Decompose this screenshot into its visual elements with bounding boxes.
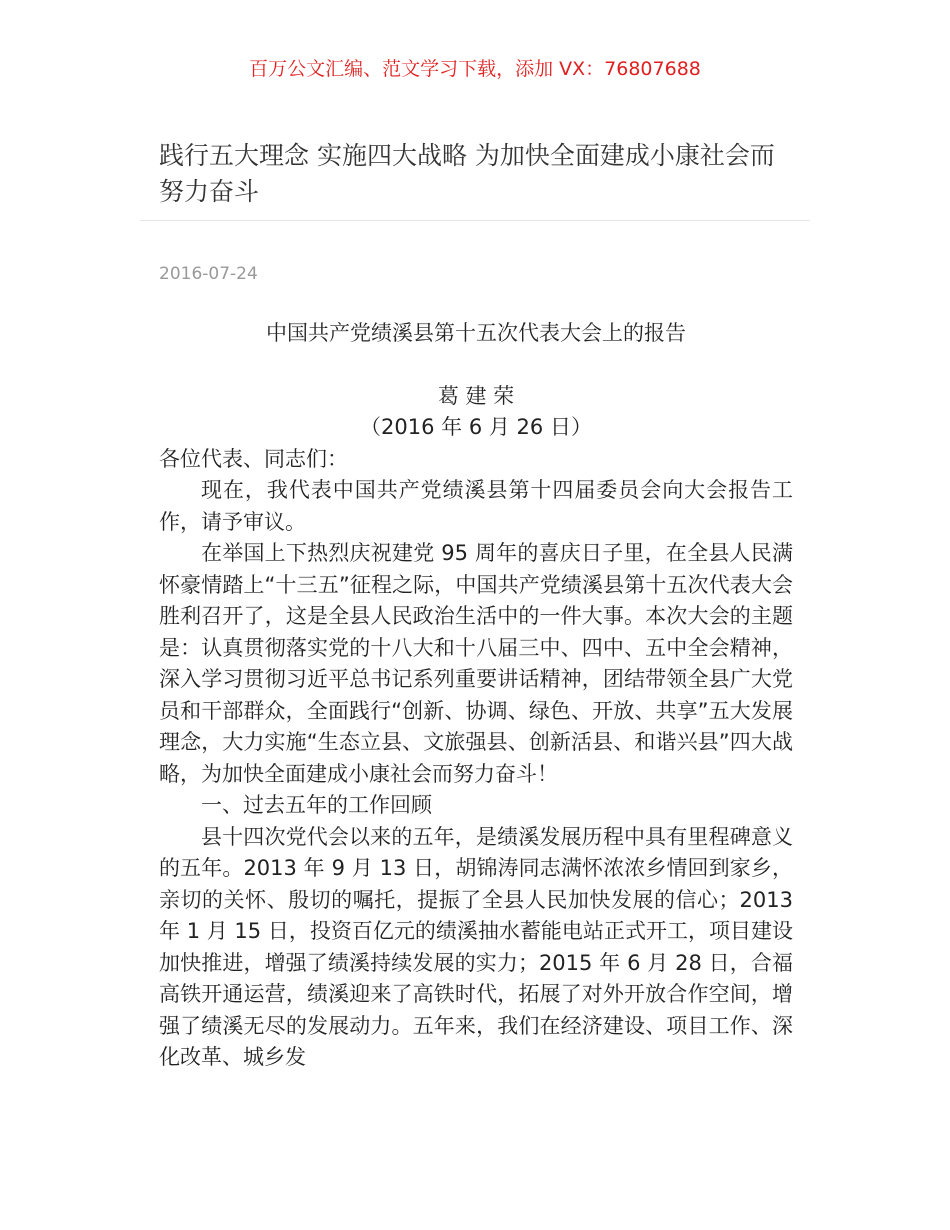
promo-banner: 百万公文汇编、范文学习下载，添加 VX：76807688: [249, 58, 701, 80]
section-heading: 一、过去五年的工作回顾: [201, 793, 432, 817]
paragraph: 县十四次党代会以来的五年，是绩溪发展历程中具有里程碑意义的五年。2013 年 9 月 13 日，胡锦涛同志满怀浓浓乡情回到家乡，亲切的关怀、殷切的嘱托，提振了全县人民加快发展的信心；2013 年 1 月 15 日，投资百亿元的绩溪抽水蓄能电站正式开工，项目建设加快推进，增强了绩溪持续发展的实力；2015 年 6 月 28 日，合福高铁开通运营，绩溪迎来了高铁时代，拓展了对外开放合作空间，增强了绩溪无尽的发展动力。五年来，我们在经济建设、项目工作、深化改革、城乡发: [159, 824, 793, 1069]
report-author: 葛 建 荣: [437, 383, 515, 408]
report-title: 中国共产党绩溪县第十五次代表大会上的报告: [266, 321, 686, 345]
report-date: （2016 年 6 月 26 日）: [360, 415, 592, 439]
paragraph: 在举国上下热烈庆祝建党 95 周年的喜庆日子里，在全县人民满怀豪情踏上“十三五”征程之际，中国共产党绩溪县第十五次代表大会胜利召开了，这是全县人民政治生活中的一件大事。本次大会的主题是：认真贯彻落实党的十八大和十八届三中、四中、五中全会精神，深入学习贯彻习近平总书记系列重要讲话精神，团结带领全县广大党员和干部群众，全面践行“创新、协调、绿色、开放、共享”五大发展理念，大力实施“生态立县、文旅强县、创新活县、和谐兴县”四大战略，为加快全面建成小康社会而努力奋斗！: [159, 541, 793, 786]
title-divider: [140, 220, 810, 221]
salutation: 各位代表、同志们：: [159, 446, 348, 471]
article-title: 践行五大理念 实施四大战略 为加快全面建成小康社会而努力奋斗: [159, 141, 775, 206]
article-date: 2016-07-24: [159, 264, 258, 284]
paragraph: 现在，我代表中国共产党绩溪县第十四届委员会向大会报告工作，请予审议。: [159, 478, 793, 534]
article-body: [159, 318, 793, 1074]
